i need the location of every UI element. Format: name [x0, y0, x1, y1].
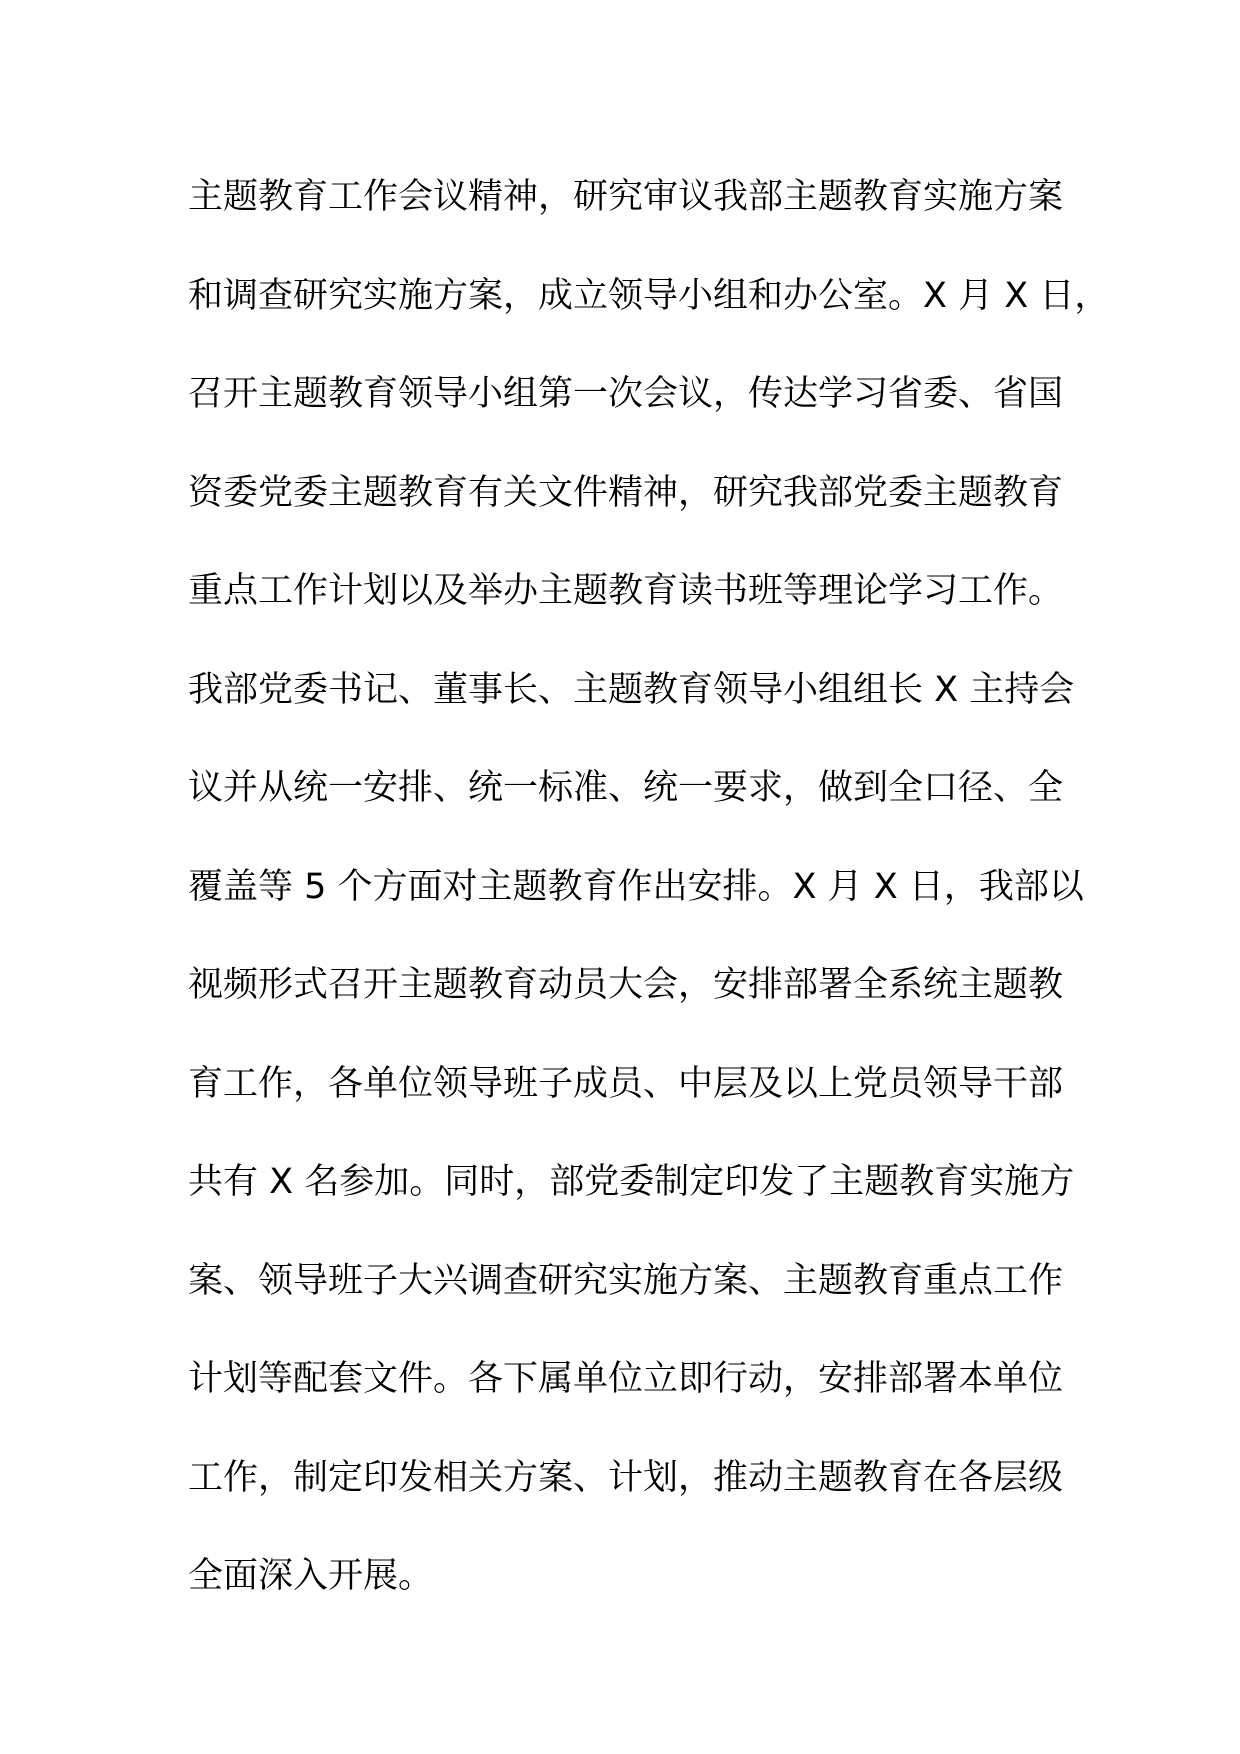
text-line: 召开主题教育领导小组第一次会议，传达学习省委、省国	[188, 374, 1064, 414]
text-line: 覆盖等 5 个方面对主题教育作出安排。X 月 X 日，我部以	[188, 866, 1084, 907]
text-line: 我部党委书记、董事长、主题教育领导小组组长 X 主持会	[188, 669, 1075, 710]
text-line: 视频形式召开主题教育动员大会，安排部署全系统主题教	[188, 965, 1064, 1005]
text-line: 主题教育工作会议精神，研究审议我部主题教育实施方案	[188, 177, 1064, 217]
text-line: 资委党委主题教育有关文件精神，研究我部党委主题教育	[188, 472, 1064, 513]
text-line: 计划等配套文件。各下属单位立即行动，安排部署本单位	[188, 1359, 1064, 1399]
text-line: 重点工作计划以及举办主题教育读书班等理论学习工作。	[188, 571, 1064, 611]
text-line: 育工作，各单位领导班子成员、中层及以上党员领导干部	[188, 1063, 1064, 1104]
body-paragraph	[188, 166, 1110, 1644]
text-line: 共有 X 名参加。同时，部党委制定印发了主题教育实施方	[188, 1162, 1075, 1202]
text-line: 案、领导班子大兴调查研究实施方案、主题教育重点工作	[188, 1260, 1064, 1301]
text-line: 和调查研究实施方案，成立领导小组和办公室。X 月 X 日，	[188, 275, 1110, 316]
text-line: 工作，制定印发相关方案、计划，推动主题教育在各层级	[188, 1457, 1064, 1498]
text-line: 全面深入开展。	[188, 1556, 434, 1596]
text-line: 议并从统一安排、统一标准、统一要求，做到全口径、全	[188, 768, 1064, 808]
